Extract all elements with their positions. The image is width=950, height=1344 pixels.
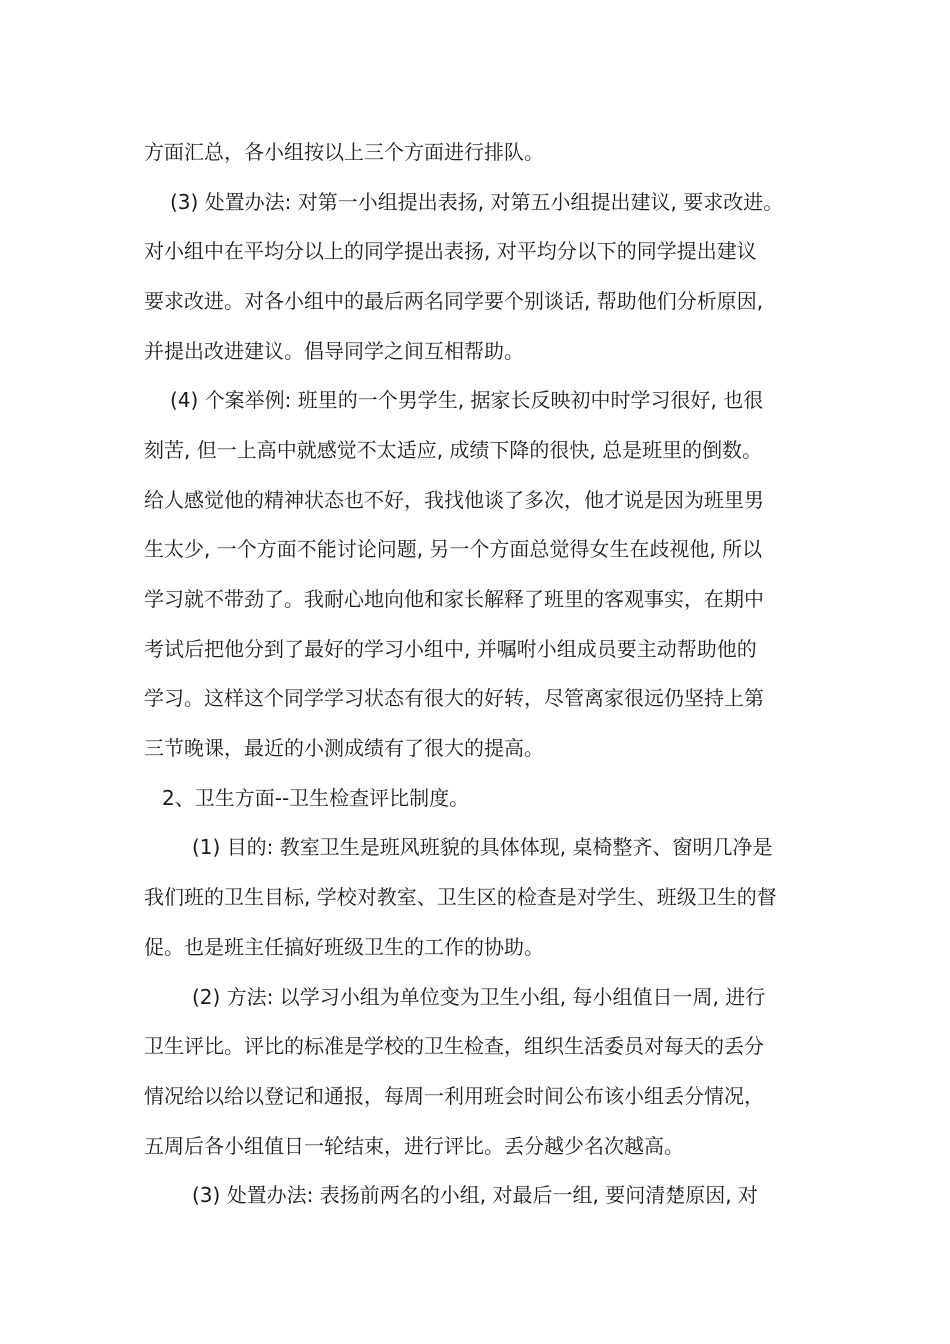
paragraph-line: 方面汇总，各小组按以上三个方面进行排队。 — [144, 140, 544, 164]
paragraph-line: 我们班的卫生目标, 学校对教室、卫生区的检查是对学生、班级卫生的督 — [144, 885, 777, 909]
paragraph-line: 考试后把他分到了最好的学习小组中, 并嘱咐小组成员要主动帮助他的 — [144, 637, 757, 661]
paragraph-line: (4) 个案举例: 班里的一个男学生, 据家长反映初中时学习很好, 也很 — [170, 388, 764, 412]
section-heading: 2、卫生方面--卫生检查评比制度。 — [162, 786, 470, 810]
paragraph-line: 刻苦, 但一上高中就感觉不太适应, 成绩下降的很快, 总是班里的倒数。 — [144, 438, 763, 462]
paragraph-line: 生太少, 一个方面不能讨论问题, 另一个方面总觉得女生在歧视他, 所以 — [144, 537, 763, 561]
paragraph-line: 要求改进。对各小组中的最后两名同学要个别谈话, 帮助他们分析原因, — [144, 289, 764, 313]
paragraph-line: 五周后各小组值日一轮结束，进行评比。丢分越少名次越高。 — [144, 1134, 684, 1158]
paragraph-line: (3) 处置办法: 表扬前两名的小组, 对最后一组, 要问清楚原因, 对 — [192, 1183, 758, 1207]
paragraph-line: 学习就不带劲了。我耐心地向他和家长解释了班里的客观事实，在期中 — [144, 587, 764, 611]
paragraph-line: (3) 处置办法: 对第一小组提出表扬, 对第五小组提出建议, 要求改进。 — [170, 190, 784, 214]
paragraph-line: 给人感觉他的精神状态也不好，我找他谈了多次，他才说是因为班里男 — [144, 488, 764, 512]
paragraph-line: 并提出改进建议。倡导同学之间互相帮助。 — [144, 339, 524, 363]
paragraph-line: 情况给以给以登记和通报，每周一利用班会时间公布该小组丢分情况， — [144, 1084, 764, 1108]
paragraph-line: 三节晚课，最近的小测成绩有了很大的提高。 — [144, 736, 544, 760]
paragraph-line: (2) 方法: 以学习小组为单位变为卫生小组, 每小组值日一周, 进行 — [192, 985, 766, 1009]
paragraph-line: 学习。这样这个同学学习状态有很大的好转，尽管离家很远仍坚持上第 — [144, 686, 764, 710]
paragraph-line: 卫生评比。评比的标准是学校的卫生检查，组织生活委员对每天的丢分 — [144, 1034, 764, 1058]
paragraph-line: (1) 目的: 教室卫生是班风班貌的具体体现, 桌椅整齐、窗明几净是 — [192, 835, 773, 859]
paragraph-line: 对小组中在平均分以上的同学提出表扬, 对平均分以下的同学提出建议 — [144, 239, 757, 263]
paragraph-line: 促。也是班主任搞好班级卫生的工作的协助。 — [144, 935, 544, 959]
